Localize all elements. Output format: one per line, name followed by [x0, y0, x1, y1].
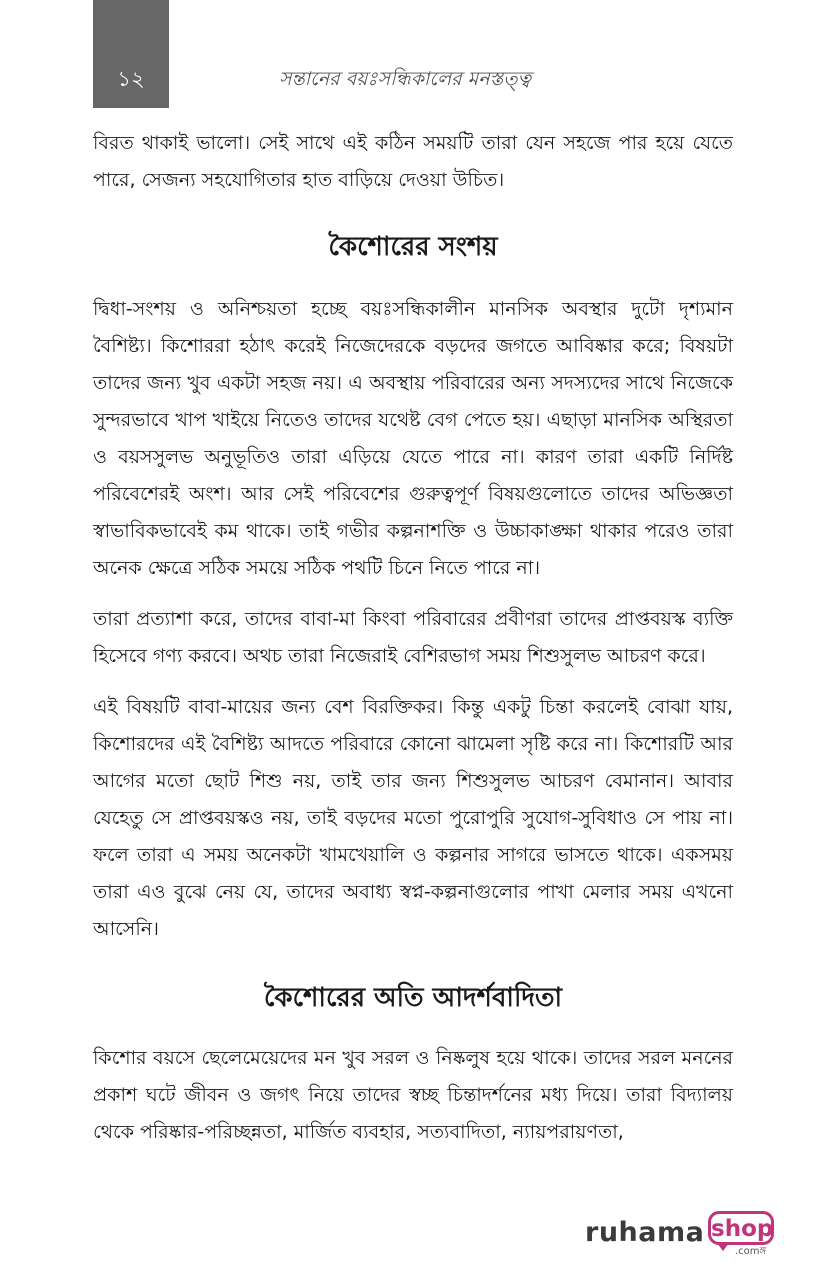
page-number-tab [93, 0, 169, 108]
section-heading-idealism: কৈশোরের অতি আদর্শবাদিতা [263, 983, 563, 1013]
paragraph: এই বিষয়টি বাবা-মায়ের জন্য বেশ বিরক্তিকর। কিন্তু একটু চিন্তা করলেই বোঝা যায়, কিশোরদের এই বৈশিষ্ট্য আদতে পরিবারে কোনো ঝামেলা সৃষ্টি করে না। কিশোরটি আর আগের মতো ছোট শিশু নয়, তাই তার জন্য শিশুসুলভ আচরণ বেমানান। আবার যেহেতু সে প্রাপ্তবয়স্কও নয়, তাই বড়দের মতো পুরোপুরি সুযোগ-সুবিধাও সে পায় না। ফলে তারা এ সময় অনেকটা খামখেয়ালি ও কল্পনার সাগরে ভাসতে থাকে। একসময় তারা এও বুঝে নেয় যে, তাদের অবাধ্য স্বপ্ন-কল্পনাগুলোর পাখা মেলার সময় এখনো আসেনি। [93, 696, 733, 940]
page-number: ১২ [117, 67, 145, 91]
logo-speech-bubble [708, 1211, 774, 1245]
ruhamashop-logo [585, 1210, 785, 1260]
paragraph: দ্বিধা-সংশয় ও অনিশ্চয়তা হচ্ছে বয়ঃসন্ধিকালীন মানসিক অবস্থার দুটো দৃশ্যমান বৈশিষ্ট্য। কিশোররা হঠাৎ করেই নিজেদেরকে বড়দের জগতে আবিষ্কার করে; বিষয়টা তাদের জন্য খুব একটা সহজ নয়। এ অবস্থায় পরিবারের অন্য সদস্যদের সাথে নিজেকে সুন্দরভাবে খাপ খাইয়ে নিতেও তাদের যথেষ্ট বেগ পেতে হয়। এছাড়া মানসিক অস্থিরতা ও বয়সসুলভ অনুভূতিও তারা এড়িয়ে যেতে পারে না। কারণ তারা একটি নির্দিষ্ট পরিবেশেরই অংশ। আর সেই পরিবেশের গুরুত্বপূর্ণ বিষয়গুলোতে তাদের অভিজ্ঞতা স্বাভাবিকভাবেই কম থাকে। তাই গভীর কল্পনাশক্তি ও উচ্চাকাঙ্ক্ষা থাকার পরেও তারা অনেক ক্ষেত্রে সঠিক সময়ে সঠিক পথটি চিনে নিতে পারে না। [93, 298, 733, 579]
logo-text-ruhama: ruhama [585, 1217, 705, 1248]
logo-text-shop: shop [711, 1216, 774, 1242]
logo-text-domain: .comঙ্গ [735, 1246, 767, 1257]
page-body [93, 125, 733, 1151]
paragraph: কিশোর বয়সে ছেলেমেয়েদের মন খুব সরল ও নিষ্কলুষ হয়ে থাকে। তাদের সরল মননের প্রকাশ ঘটে জীবন ও জগৎ নিয়ে তাদের স্বচ্ছ চিন্তাদর্শনের মধ্য দিয়ে। তারা বিদ্যালয় থেকে পরিষ্কার-পরিচ্ছন্নতা, মার্জিত ব্যবহার, সত্যবাদিতা, ন্যায়পরায়ণতা, [93, 1047, 733, 1143]
paragraph: তারা প্রত্যাশা করে, তাদের বাবা-মা কিংবা পরিবারের প্রবীণরা তাদের প্রাপ্তবয়স্ক ব্যক্তি হিসেবে গণ্য করবে। অথচ তারা নিজেরাই বেশিরভাগ সময় শিশুসুলভ আচরণ করে। [93, 608, 733, 667]
intro-paragraph: বিরত থাকাই ভালো। সেই সাথে এই কঠিন সময়টি তারা যেন সহজে পার হয়ে যেতে পারে, সেজন্য সহযোগিতার হাত বাড়িয়ে দেওয়া উচিত। [93, 132, 733, 191]
running-header: সন্তানের বয়ঃসন্ধিকালের মনস্তত্ত্ব [279, 68, 531, 90]
logo-bubble-tail [717, 1243, 729, 1251]
section-heading-doubt: কৈশোরের সংশয় [328, 232, 498, 262]
